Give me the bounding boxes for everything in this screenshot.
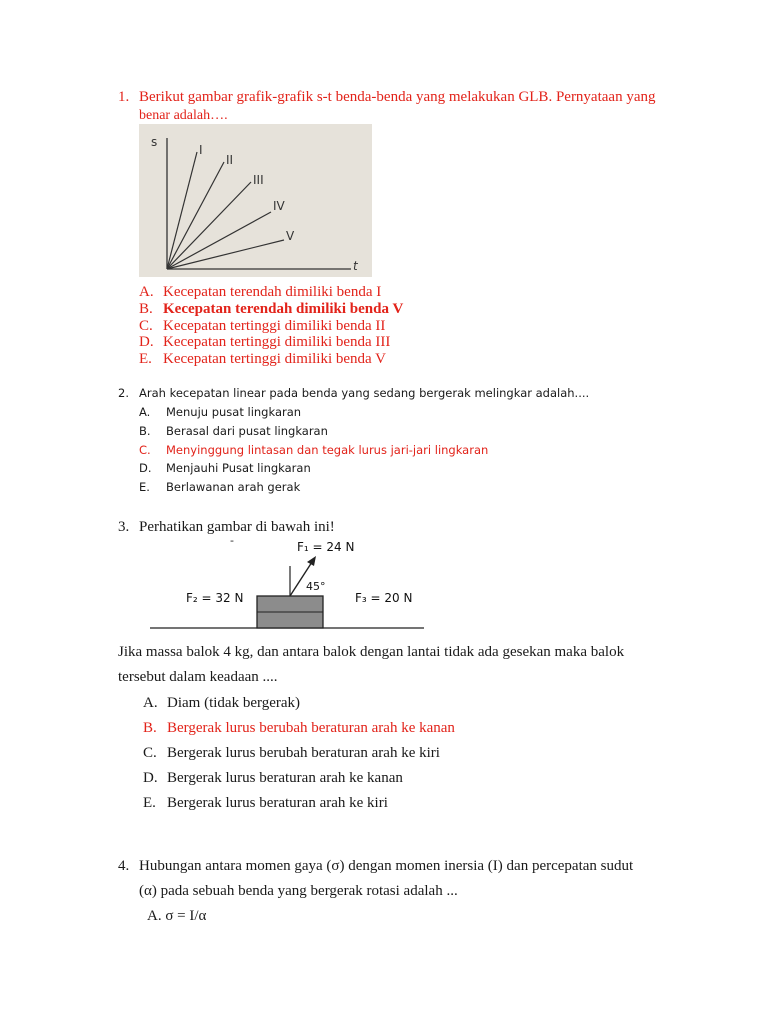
f1-label: F₁ = 24 N: [297, 540, 355, 554]
q3-option-a-letter: A.: [143, 695, 158, 711]
graph-line-III: [167, 182, 251, 269]
q1-option-b-letter: B.: [139, 301, 153, 317]
q4-option-a[interactable]: A. σ = I/α: [147, 908, 207, 924]
q1-option-d-text: Kecepatan tertinggi dimiliki benda III: [163, 334, 391, 350]
graph-label-I: I: [199, 143, 203, 157]
q1-option-c-text: Kecepatan tertinggi dimiliki benda II: [163, 318, 386, 334]
f3-label: F₃ = 20 N: [355, 591, 413, 605]
q3-option-e-text: Bergerak lurus beraturan arah ke kiri: [167, 795, 388, 811]
q3-paragraph-line2: tersebut dalam keadaan ....: [118, 669, 278, 685]
f2-label: F₂ = 32 N: [186, 591, 244, 605]
graph-label-IV: IV: [273, 199, 285, 213]
q2-option-e-text: Berlawanan arah gerak: [166, 480, 301, 494]
q3-option-b-text: Bergerak lurus berubah beraturan arah ke kanan: [167, 720, 455, 736]
q3-option-d[interactable]: [143, 769, 403, 788]
q1-option-e-letter: E.: [139, 351, 152, 367]
q2-question: Arah kecepatan linear pada benda yang sedang bergerak melingkar adalah....: [139, 386, 590, 400]
q1-question-line1: Berikut gambar grafik-grafik s-t benda-benda yang melakukan GLB. Pernyataan yang: [139, 89, 656, 105]
graph-label-V: V: [286, 229, 295, 243]
q3-force-diagram: [150, 536, 430, 636]
graph-line-V: [167, 240, 284, 269]
q4-question-line1: Hubungan antara momen gaya (σ) dengan momen inersia (I) dan percepatan sudut: [139, 858, 634, 874]
q3-option-c[interactable]: [143, 744, 440, 763]
graph-label-III: III: [253, 173, 264, 187]
force-diagram-svg: [150, 536, 430, 636]
q1-option-d-letter: D.: [139, 334, 154, 350]
q3-paragraph-line1: Jika massa balok 4 kg, dan antara balok dengan lantai tidak ada gesekan maka balok: [118, 644, 625, 660]
q1-st-graph: [139, 124, 372, 277]
q2-option-d-text: Menjauhi Pusat lingkaran: [166, 461, 311, 475]
q2-option-d-letter: D.: [139, 461, 152, 475]
st-graph-svg: [139, 124, 372, 277]
q2-option-c[interactable]: [139, 441, 488, 459]
q3-option-e-letter: E.: [143, 795, 156, 811]
q1-option-e[interactable]: [139, 350, 386, 369]
q2-option-b[interactable]: [139, 422, 328, 440]
q1-option-a-letter: A.: [139, 284, 154, 300]
q3-option-c-letter: C.: [143, 745, 157, 761]
q2-option-a-letter: A.: [139, 405, 151, 419]
q1-question-line2: benar adalah….: [139, 108, 228, 123]
diagram-dash: -: [230, 536, 234, 547]
q2-option-e[interactable]: [139, 478, 300, 496]
q1-option-c-letter: C.: [139, 318, 153, 334]
q3-option-d-text: Bergerak lurus beraturan arah ke kanan: [167, 770, 403, 786]
q3-option-c-text: Bergerak lurus berubah beraturan arah ke kiri: [167, 745, 440, 761]
q4-question-line2: (α) pada sebuah benda yang bergerak rotasi adalah ...: [139, 883, 458, 899]
graph-label-II: II: [226, 153, 234, 167]
f1-arrowhead: [307, 556, 316, 566]
q2-option-a-text: Menuju pusat lingkaran: [166, 405, 302, 419]
q3-option-b[interactable]: [143, 719, 455, 738]
q2-option-c-text: Menyinggung lintasan dan tegak lurus jari-jari lingkaran: [166, 443, 489, 457]
q2-number: 2.: [118, 386, 129, 400]
q2-option-d[interactable]: [139, 459, 311, 477]
q1-option-e-text: Kecepatan tertinggi dimiliki benda V: [163, 351, 386, 367]
graph-y-label: s: [151, 135, 158, 149]
q2-option-b-letter: B.: [139, 424, 151, 438]
q2-option-a[interactable]: [139, 403, 301, 421]
q2-option-c-letter: C.: [139, 443, 151, 457]
graph-line-I: [167, 152, 197, 269]
q3-option-a[interactable]: [143, 694, 300, 713]
q3-option-a-text: Diam (tidak bergerak): [167, 695, 301, 711]
q3-option-b-letter: B.: [143, 720, 157, 736]
q3-option-e[interactable]: [143, 794, 388, 813]
q3-number: 3.: [118, 519, 130, 535]
graph-x-label: t: [353, 259, 358, 273]
q4-number: 4.: [118, 858, 130, 874]
q3-option-d-letter: D.: [143, 770, 158, 786]
q2-option-e-letter: E.: [139, 480, 150, 494]
q1-option-b-text: Kecepatan terendah dimiliki benda V: [163, 301, 404, 317]
angle-label: 45°: [306, 580, 326, 593]
q2-option-b-text: Berasal dari pusat lingkaran: [166, 424, 328, 438]
q1-number: 1.: [118, 89, 130, 105]
q1-option-a-text: Kecepatan terendah dimiliki benda I: [163, 284, 382, 300]
q3-question: Perhatikan gambar di bawah ini!: [139, 519, 335, 535]
